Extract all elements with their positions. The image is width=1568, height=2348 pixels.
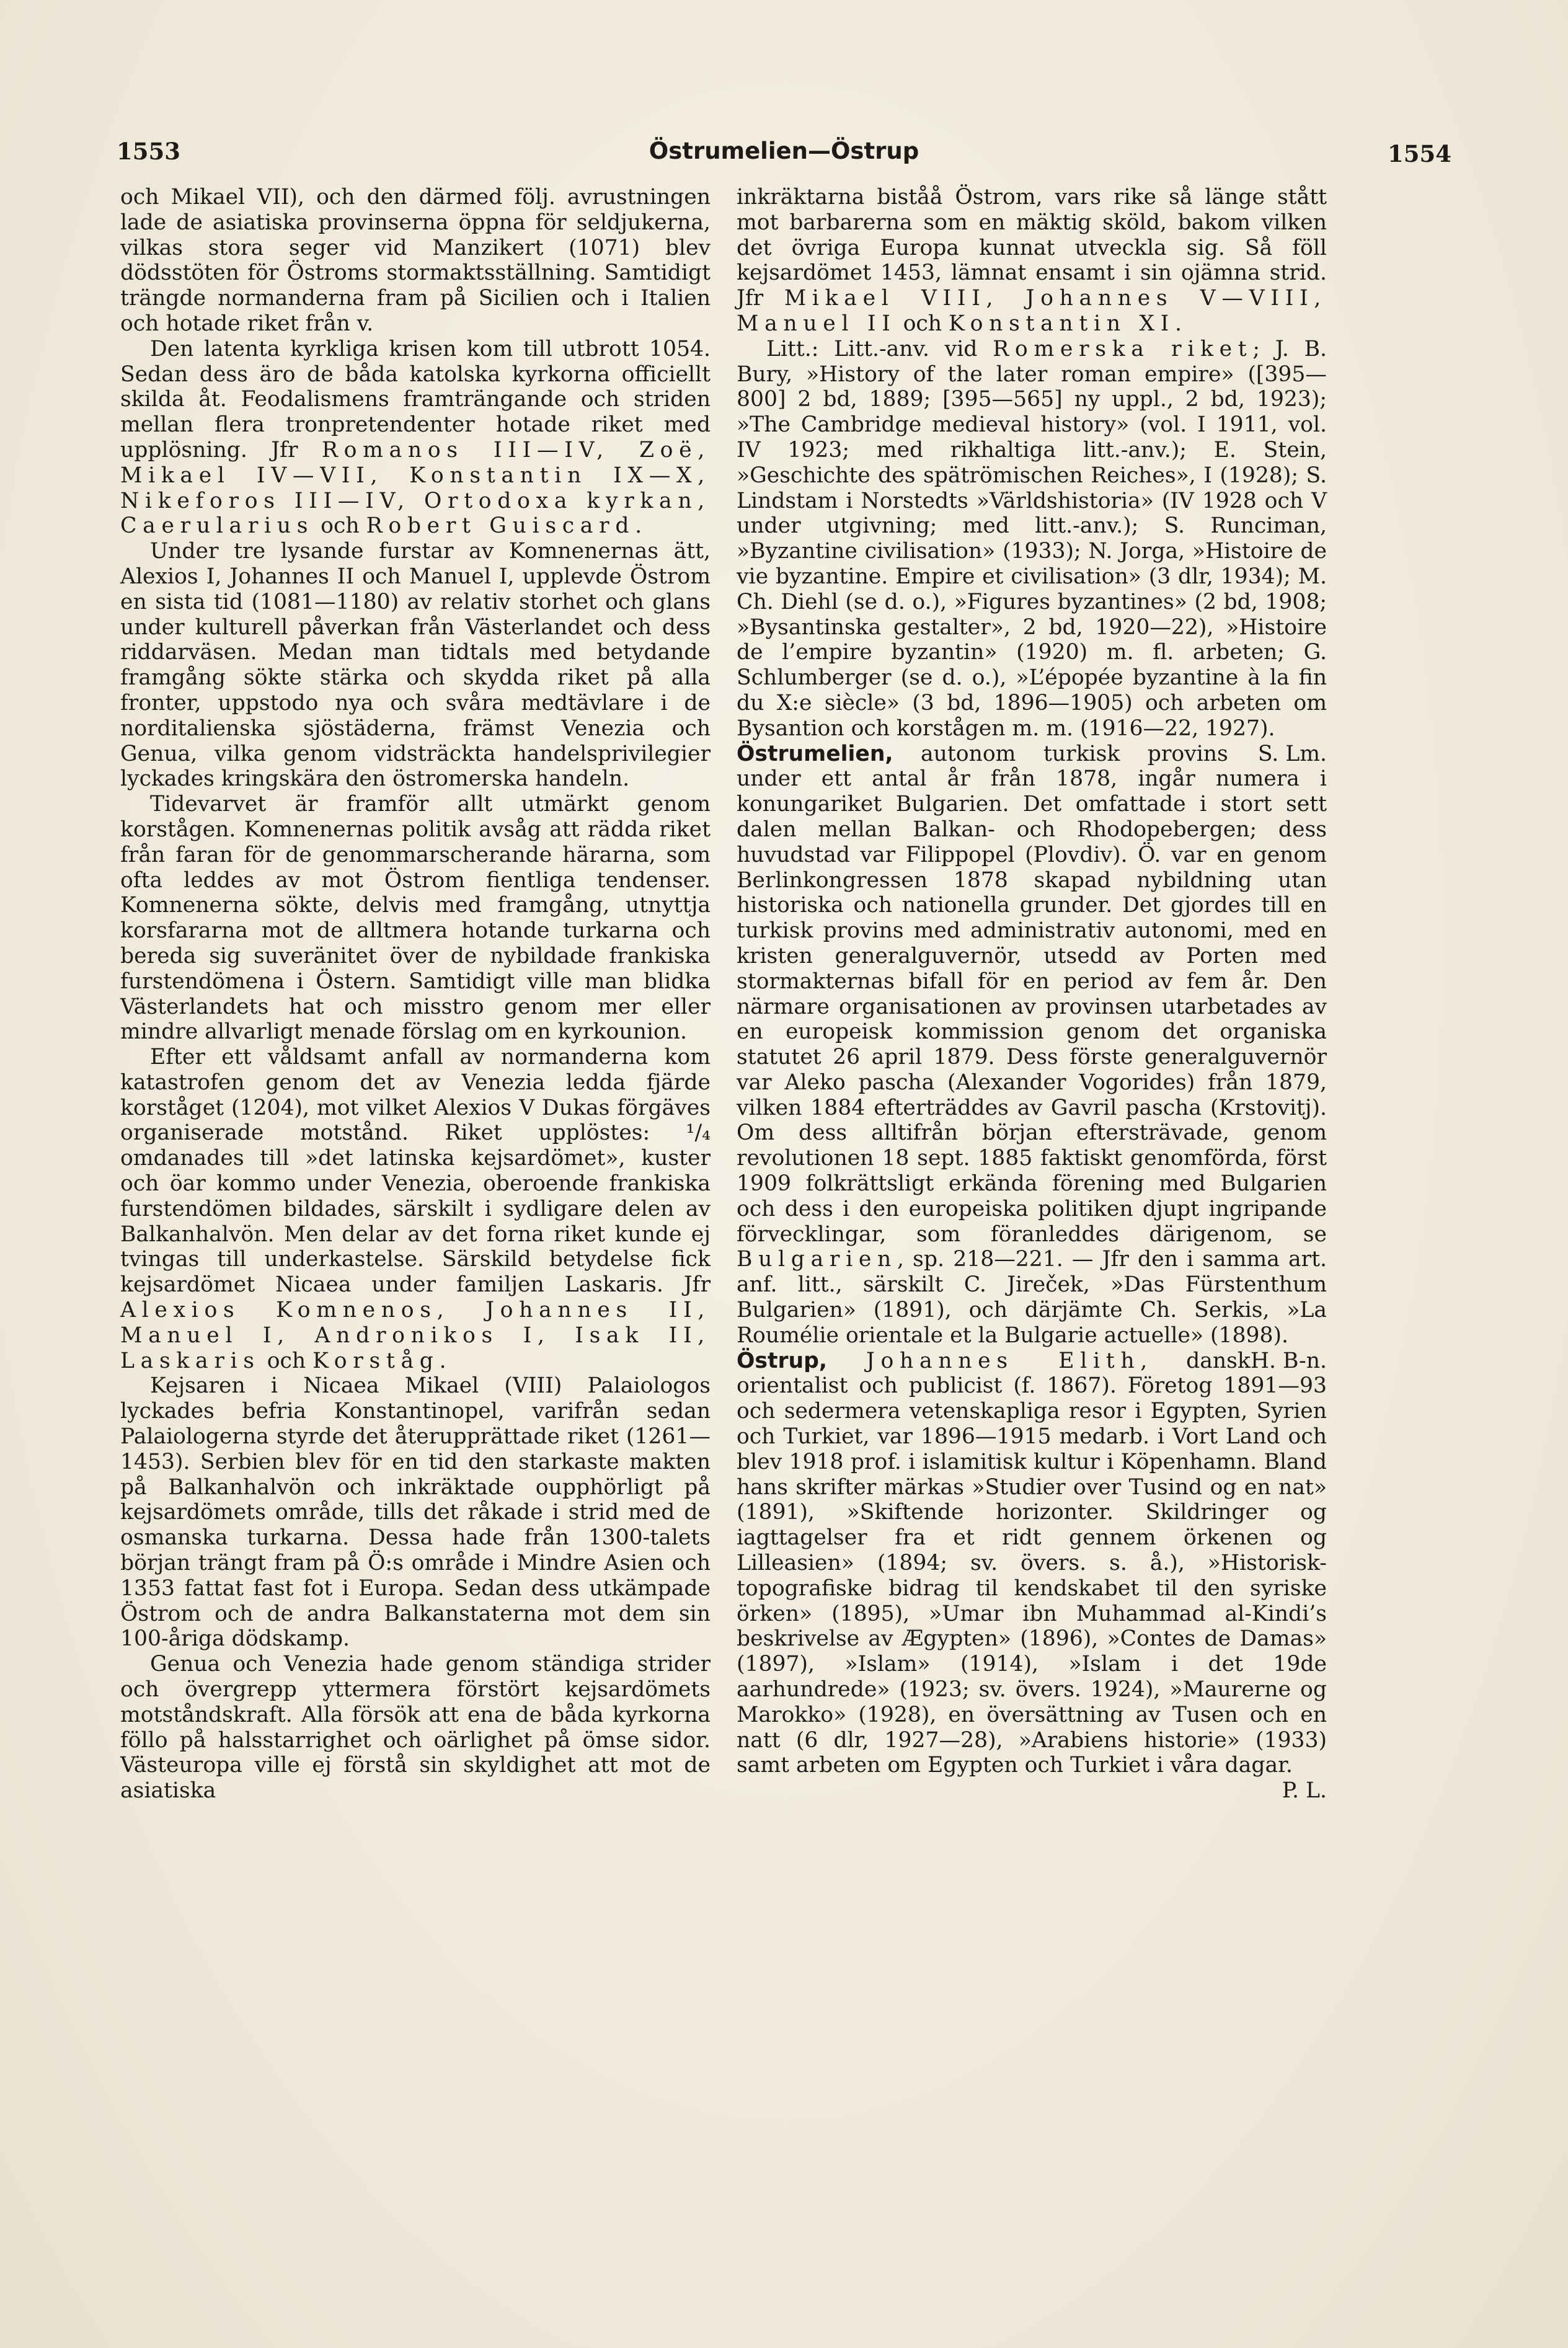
paragraph: Kejsaren i Nicaea Mikael (VIII) Palaiologos lyckades befria Konstantinopel, varifrån sedan Palaiologerna styrde det återupprättade riket (1261—1453). Serbien blev för en tid den starkaste makten på Balkanhalvön och inkräktade oupphörligt på kejsardömets område, tills det råkade i strid med de osmanska turkarna. Dessa hade från 1300-talets början trängt fram på Ö:s område i Mindre Asien och 1353 fattat fast fot i Europa. Sedan dess utkämpade Östrom och de andra Balkanstaterna mot dem sin 100-åriga dödskamp. [120,1373,711,1652]
cross-reference: Romerska riket [993,336,1253,361]
paragraph: Genua och Venezia hade genom ständiga strider och övergrepp yttermera förstört kejsardömets motståndskraft. Alla försök att ena de båda kyrkorna föllo på halsstarrighet och oärlighet på ömse sidor. Västeuropa ville ej förstå sin skyldighet att mot de asiatiska [120,1652,711,1804]
paragraph-text: och [896,311,949,336]
paragraph-text: autonom turkisk provins under ett antal år från 1878, ingår numera i konungariket Bulgarien. Det omfattade i stort sett dalen mellan Balkan- och Rhodopebergen; dess huvudstad var Filippopel (Plovdiv). Ö. var en genom Berlinkongressen 1878 skapad nybildning utan historiska och nationella grunder. Det gjordes till en turkisk provins med administrativ autonomi, med en kristen generalguvernör, utsedd av Porten med stormakternas bifall för en period av fem år. Den närmare organisationen av provinsen utarbetades av en europeisk kommission genom det organiska statutet 26 april 1879. Dess förste generalguvernör var Aleko pascha (Alexander Vogorides) från 1879, vilken 1884 efterträddes av Gavril pascha (Krstovitj). Om dess alltifrån början eftersträvade, genom revolutionen 18 sept. 1885 faktiskt genomförda, först 1909 folkrättsligt erkända förening med Bulgarien och dess i den europeiska politiken djupt ingripande förvecklingar, som föranleddes därigenom, se [737,741,1327,1247]
paragraph: och Mikael VII), och den därmed följ. avrustningen lade de asiatiska provinserna öppna för seldjukerna, vilkas stora seger vid Manzikert (1071) blev dödsstöten för Östroms stormaktsställning. Samtidigt trängde normanderna fram på Sicilien och i Italien och hotade riket från v. [120,185,711,336]
paragraph-text: . [439,1348,446,1373]
page-number-right: 1554 [1388,140,1451,167]
paragraph-text: . [635,513,642,539]
left-column [120,185,711,1804]
cross-reference: Mikael VIII, Johannes V—VIII, Manuel II [737,286,1327,336]
paragraph [737,185,1327,337]
paragraph-text: , sp. 218—221. — Jfr den i samma art. anf. litt., särskilt C. Jireček, »Das Fürstenthum Bulgarien» (1891), och därjämte Ch. Serkis, »La Roumélie orientale et la Bulgarie actuelle» (1898). [737,1247,1327,1348]
cross-reference: Alexios Komnenos, Johannes II, Manuel I, Andronikos I, Isak II, Laskaris [120,1298,711,1373]
entry-person-name: Johannes Elith [866,1348,1141,1373]
paragraph [120,337,711,539]
cross-reference: Romanos III—IV, Zoë, Mikael IV—VII, Konstantin IX—X, Nikeforos III—IV, Ortodoxa kyrkan, Caerularius [120,437,711,539]
right-column [737,185,1327,1804]
paragraph: Tidevarvet är framför allt utmärkt genom korstågen. Komnenernas politik avsåg att rädda riket från faran för de genommarscherande härarna, som ofta leddes av mot Östrom fientliga tendenser. Komnenerna sökte, delvis med framgång, utnyttja korsfararna mot de alltmera hotande turkarna och bereda sig suveränitet över de nybildade frankiska furstendömena i Östern. Samtidigt ville man blidka Västerlandets hat och misstro genom mer eller mindre allvarligt menade förslag om en kyrkounion. [120,792,711,1045]
paragraph: Under tre lysande furstar av Komnenernas ätt, Alexios I, Johannes II och Manuel I, upplevde Östrom en sista tid (1081—1180) av relativ storhet och glans under kulturell påverkan från Västerlandet och dess riddarväsen. Medan man tidtals med betydande framgång sökte stärka och skydda riket på alla fronter, uppstodo nya och svåra medtävlare i de norditalienska sjöstäderna, främst Venezia och Genua, vilka genom vidsträckta handelsprivilegier lyckades kringskära den östromerska handeln. [120,539,711,792]
running-head: Östrumelien—Östrup [649,138,919,164]
author-signature: S. Lm. [1257,741,1327,766]
paragraph-text: Den latenta kyrkliga krisen kom till utbrott 1054. Sedan dess äro de båda katolska kyrkorna officiellt skilda åt. Feodalismens framträngande och striden mellan flera tronpretendenter hotade riket med upplösning. Jfr [120,336,711,463]
paragraph-text: , dansk orientalist och publicist (f. 1867). Företog 1891—93 och sedermera vetenskapliga resor i Egypten, Syrien och Turkiet, var 1896—1915 medarb. i Vort Land och blev 1918 prof. i islamitisk kultur i Köpenhamn. Bland hans skrifter märkas »Studier over Tusind og en nat» (1891), »Skiftende horizonter. Skildringer og iagttagelser fra et ridt gennem örkenen og Lilleasien» (1894; sv. övers. s. å.), »Historisk-topografiske bidrag til kendskabet til den syriske örken» (1895), »Umar ibn Muhammad al-Kindi’s beskrivelse av Ægypten» (1896), »Contes de Damas» (1897), »Islam» (1914), »Islam i det 19de aarhundrede» (1923; sv. övers. 1924), »Maurerne og Marokko» (1928), en översättning av Tusen och en natt (6 dlr, 1927—28), »Arabiens historie» (1933) samt arbeten om Egypten och Turkiet i våra dagar. [737,1348,1327,1778]
paragraph-text: och [260,1348,313,1373]
page-number-left: 1553 [117,138,180,165]
paragraph-text: Efter ett våldsamt anfall av normanderna kom katastrofen genom det av Venezia ledda fjärde korståget (1204), mot vilket Alexios V Dukas förgäves organiserade motstånd. Riket upplöstes: [120,1045,711,1146]
author-signature: P. L. [1282,1778,1327,1804]
cross-reference: Korståg [312,1348,440,1373]
cross-reference: Robert Guiscard [366,513,636,539]
paragraph-text: inkräktarna biståå Östrom, vars rike så länge stått mot barbarerna som en mäktig sköld, bakom vilken det övriga Europa kunnat utveckla sig. Så föll kejsardömet 1453, lämnat ensamt i sin ojämna strid. Jfr [737,185,1327,311]
paragraph-text: ; J. B. Bury, »History of the later roman empire» ([395—800] 2 bd, 1889; [395—565] ny uppl., 2 bd, 1923); »The Cambridge medieval history» (vol. I 1911, vol. IV 1923; med rikhaltiga litt.-anv.); E. Stein, »Geschichte des spätrömischen Reiches», I (1928); S. Lindstam i Norstedts »Världshistoria» (IV 1928 och V under utgivning; med litt.-anv.); S. Runciman, »Byzantine civilisation» (1933); N. Jorga, »Histoire de vie byzantine. Empire et civilisation» (3 dlr, 1934); M. Ch. Diehl (se d. o.), »Figures byzantines» (2 bd, 1908; »Bysantinska gestalter», 2 bd, 1920—22), »Histoire de l’empire byzantin» (1920) m. fl. arbeten; G. Schlumberger (se d. o.), »L’épopée byzantine à la fin du X:e siècle» (3 bd, 1896—1905) och arbeten om Bysantion och korstågen m. m. (1916—22, 1927). [737,336,1327,741]
paragraph-text: omdanades till »det latinska kejsardömet», kuster och öar kommo under Venezia, oberoende frankiska furstendömen bildades, särskilt i sydligare delen av Balkanhalvön. Men delar av det forna riket kunde ej tvingas till underkastelse. Särskild betydelse fick kejsardömet Nicaea under familjen Laskaris. Jfr [120,1146,711,1298]
page-header [117,138,1451,175]
entry-headword: Östrup, [737,1348,828,1373]
entry-ostrup [737,1348,1327,1804]
paragraph-text: och [314,513,366,539]
paragraph-text: . [1174,311,1182,336]
fraction: ¹/₄ [686,1120,711,1146]
cross-reference: Bulgarien [737,1247,898,1272]
author-signature: H. B-n. [1250,1348,1327,1373]
paragraph-text: Litt.: Litt.-anv. vid [766,336,993,361]
paragraph [120,1045,711,1373]
entry-headword: Östrumelien, [737,741,893,766]
cross-reference: Konstantin XI [949,311,1175,336]
